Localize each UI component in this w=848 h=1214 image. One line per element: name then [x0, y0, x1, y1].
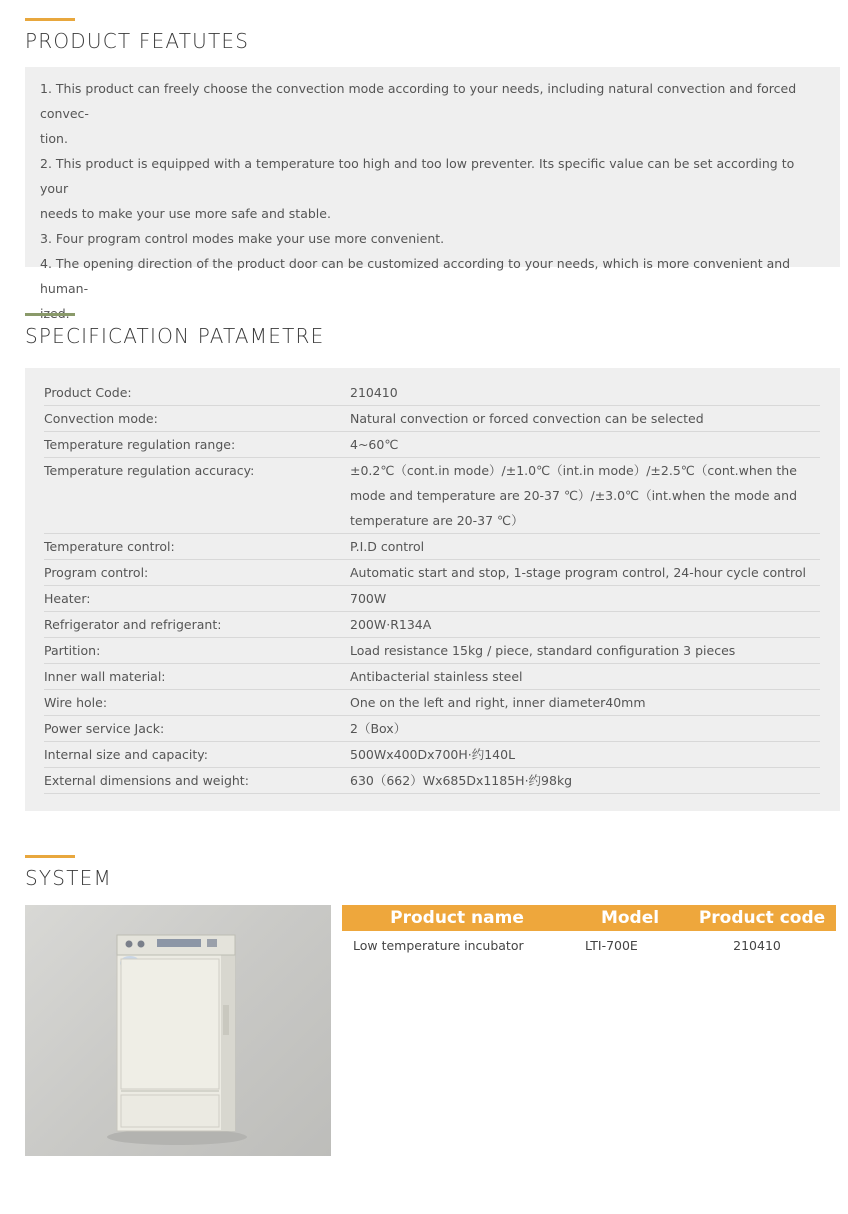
spec-value: P.I.D control — [350, 539, 425, 554]
spec-value: 700W — [350, 591, 387, 606]
header-model: Model — [600, 908, 660, 928]
spec-label: Power service Jack: — [44, 721, 165, 736]
spec-value: One on the left and right, inner diameter40mm — [350, 695, 646, 710]
specs-accent-bar — [25, 313, 75, 316]
spec-row — [44, 432, 820, 458]
spec-row — [44, 380, 820, 406]
cell-model: LTI-700E — [585, 937, 638, 953]
spec-value: 200W·R134A — [350, 617, 432, 632]
spec-label: Inner wall material: — [44, 669, 166, 684]
system-section — [25, 855, 840, 1156]
spec-row — [44, 534, 820, 560]
feature-line: 1. This product can freely choose the convection mode according to your needs, including natural convection and forced convec- — [40, 81, 797, 121]
spec-label: External dimensions and weight: — [44, 773, 249, 788]
specs-panel — [25, 368, 840, 811]
table-row — [342, 931, 836, 959]
spec-value: 2（Box） — [350, 721, 407, 736]
system-heading: SYSTEM — [25, 866, 112, 890]
spec-label: Program control: — [44, 565, 149, 580]
spec-value: Automatic start and stop, 1-stage program control, 24-hour cycle control — [350, 565, 806, 580]
specs-heading: SPECIFICATION PATAMETRE — [25, 324, 325, 348]
spec-label: Refrigerator and refrigerant: — [44, 617, 222, 632]
spec-label: Wire hole: — [44, 695, 108, 710]
spec-label: Heater: — [44, 591, 91, 606]
features-section — [25, 18, 840, 296]
system-body — [25, 905, 840, 1156]
spec-value: 630（662）Wx685Dx1185H·约98kg — [350, 773, 573, 788]
system-table — [342, 905, 836, 1156]
spec-value: ±0.2℃（cont.in mode）/±1.0℃（int.in mode）/±2.5℃（cont.when the mode and temperature are 20-37 ℃）/±3.0℃（int.when the mode and temperature are 20-37 ℃） — [350, 463, 798, 528]
spec-value: Natural convection or forced convection can be selected — [350, 411, 704, 426]
features-accent-bar — [25, 18, 75, 21]
spec-row — [44, 664, 820, 690]
spec-value: 500Wx400Dx700H·约140L — [350, 747, 516, 762]
features-heading: PRODUCT FEATUTES — [25, 29, 250, 53]
system-table-header — [342, 905, 836, 931]
spec-row — [44, 638, 820, 664]
spec-label: Temperature control: — [44, 539, 175, 554]
system-accent-bar — [25, 855, 75, 858]
spec-value: Antibacterial stainless steel — [350, 669, 523, 684]
header-product-code: Product code — [698, 908, 826, 928]
spec-value: 210410 — [350, 385, 398, 400]
spec-row — [44, 458, 820, 534]
spec-label: Convection mode: — [44, 411, 158, 426]
spec-row — [44, 586, 820, 612]
spec-row — [44, 742, 820, 768]
spec-label: Internal size and capacity: — [44, 747, 208, 762]
spec-row — [44, 406, 820, 432]
incubator-illustration — [25, 905, 331, 1156]
spec-row — [44, 690, 820, 716]
header-product-name: Product name — [390, 908, 524, 928]
spec-label: Temperature regulation range: — [44, 437, 236, 452]
feature-line: 4. The opening direction of the product door can be customized according to your needs, which is more convenient and human- — [40, 256, 791, 296]
product-photo — [25, 905, 331, 1156]
spec-row — [44, 560, 820, 586]
spec-row — [44, 612, 820, 638]
spec-label: Product Code: — [44, 385, 132, 400]
spec-value: 4~60℃ — [350, 437, 399, 452]
cell-product-code: 210410 — [733, 937, 781, 953]
features-panel — [25, 67, 840, 296]
spec-label: Temperature regulation accuracy: — [44, 463, 255, 478]
spec-row — [44, 716, 820, 742]
feature-line: 2. This product is equipped with a temperature too high and too low preventer. Its specific value can be set according to your — [40, 156, 795, 196]
spec-value: Load resistance 15kg / piece, standard configuration 3 pieces — [350, 643, 736, 658]
feature-line: tion. — [40, 131, 68, 146]
specs-section — [25, 313, 840, 811]
spec-row — [44, 768, 820, 794]
spec-label: Partition: — [44, 643, 101, 658]
feature-line: 3. Four program control modes make your use more convenient. — [40, 231, 445, 246]
cell-product-name: Low temperature incubator — [353, 937, 524, 953]
feature-line: needs to make your use more safe and stable. — [40, 206, 331, 221]
